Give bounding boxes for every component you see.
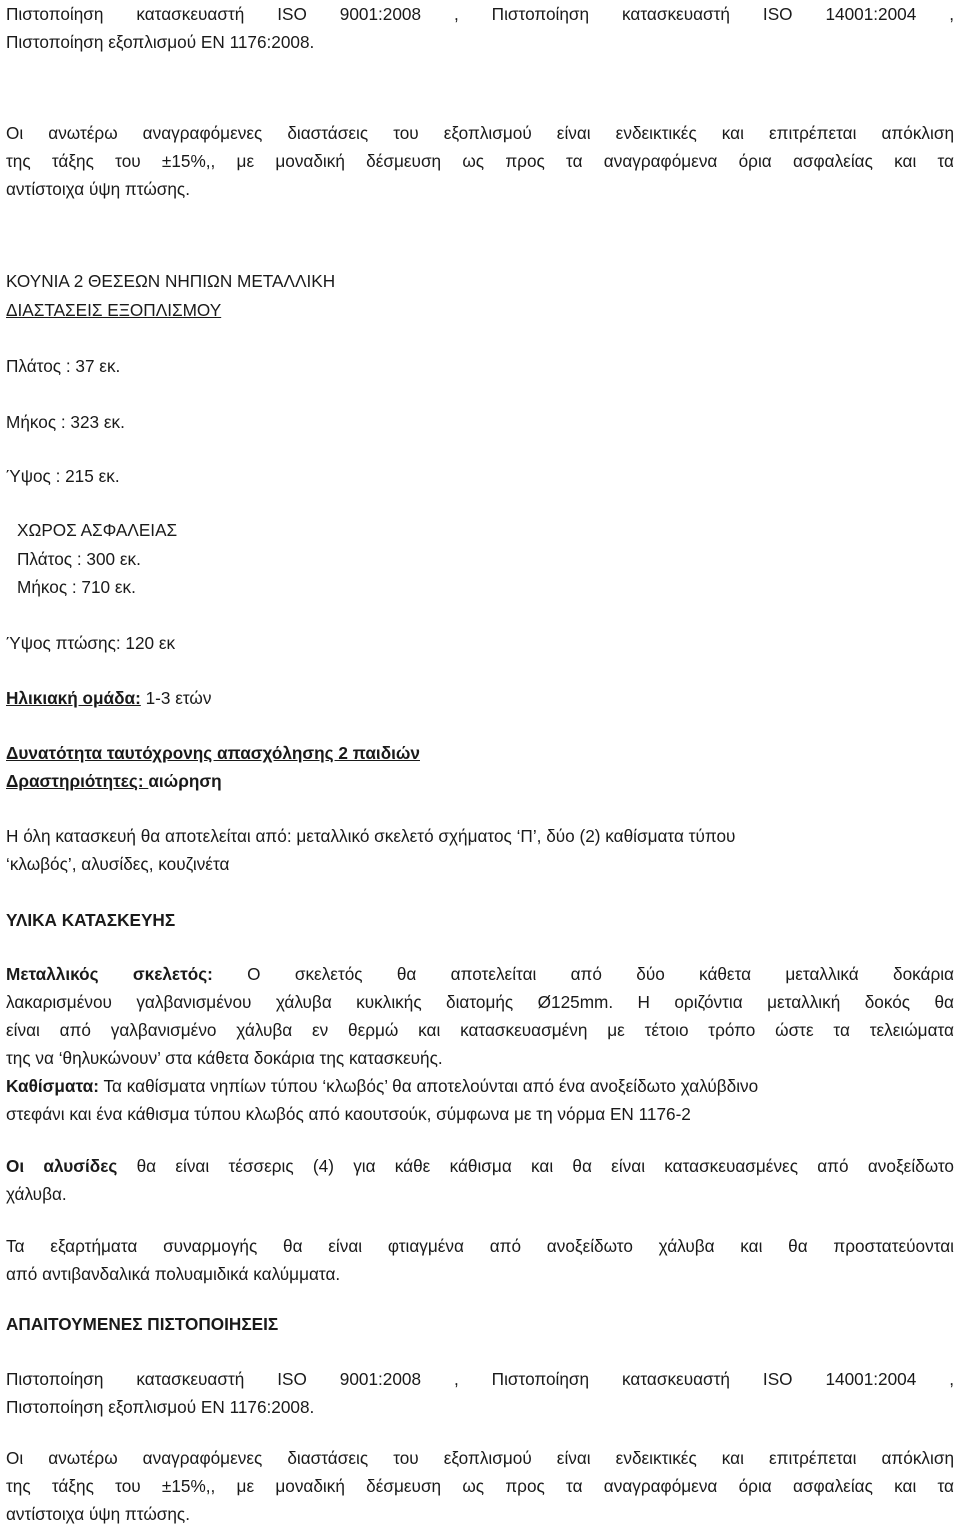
construction-line-2: ‘κλωβός’, αλυσίδες, κουζινέτα	[6, 854, 230, 874]
capacity: Δυνατότητα ταυτόχρονης απασχόλησης 2 παιδιών	[6, 743, 420, 763]
activities	[6, 767, 954, 795]
required-certs-paragraph	[6, 1365, 954, 1421]
fittings-line-1: Τα εξαρτήματα συναρμογής θα είναι φτιαγμένα από ανοξείδωτο χάλυβα και θα προστατεύονται	[6, 1236, 954, 1256]
chains-label: Οι αλυσίδες	[6, 1156, 118, 1176]
safety-heading: ΧΩΡΟΣ ΑΣΦΑΛΕΙΑΣ	[17, 520, 178, 540]
cert-line-1: Πιστοποίηση κατασκευαστή ISO 9001:2008 , Πιστοποίηση κατασκευαστή ISO 14001:2004 ,	[6, 4, 954, 24]
seats-text-1: Τα καθίσματα νηπίων τύπου ‘κλωβός’ θα αποτελούνται από ένα ανοξείδωτο χαλύβδινο	[98, 1076, 759, 1096]
tolerance-line-1: Οι ανωτέρω αναγραφόμενες διαστάσεις του εξοπλισμού είναι ενδεικτικές και επιτρέπεται απόκλιση	[6, 123, 954, 143]
tolerance-paragraph-bottom	[6, 1444, 954, 1528]
tolerance-paragraph-top	[6, 119, 954, 203]
cert-line-2: Πιστοποίηση εξοπλισμού EN 1176:2008.	[6, 32, 315, 52]
seats-line-2: στεφάνι και ένα κάθισμα τύπου κλωβός από καουτσούκ, σύμφωνα με τη νόρμα EN 1176-2	[6, 1104, 691, 1124]
seats-label: Καθίσματα:	[6, 1076, 99, 1096]
product-width: Πλάτος : 37 εκ.	[6, 356, 121, 376]
frame-label: Μεταλλικός σκελετός:	[6, 964, 213, 984]
seats-line-1	[6, 1072, 954, 1100]
required-certs-line-1: Πιστοποίηση κατασκευαστή ISO 9001:2008 , Πιστοποίηση κατασκευαστή ISO 14001:2004 ,	[6, 1369, 954, 1389]
age-group	[6, 684, 954, 712]
tolerance-line-3: αντίστοιχα ύψη πτώσης.	[6, 179, 190, 199]
chains-text-1: θα είναι τέσσερις (4) για κάθε κάθισμα και θα είναι κατασκευασμένες από ανοξείδωτο	[117, 1156, 954, 1176]
fittings-paragraph	[6, 1232, 954, 1288]
frame-paragraph	[6, 960, 954, 1128]
age-group-label: Ηλικιακή ομάδα:	[6, 688, 141, 708]
cert-paragraph-top	[6, 0, 954, 56]
product-title: ΚΟΥΝΙΑ 2 ΘΕΣΕΩΝ ΝΗΠΙΩΝ ΜΕΤΑΛΛΙΚΗ	[6, 271, 336, 291]
tolerance-line-2: της τάξης του ±15%,, με μοναδική δέσμευση ως προς τα αναγραφόμενα όρια ασφαλείας και τα	[6, 151, 954, 171]
safety-width: Πλάτος : 300 εκ.	[17, 549, 141, 569]
dimensions-heading: ΔΙΑΣΤΑΣΕΙΣ ΕΞΟΠΛΙΣΜΟΥ	[6, 300, 222, 320]
activities-value: αιώρηση	[148, 771, 222, 791]
frame-line-3: είναι από γαλβανισμένο χάλυβα εν θερμώ και κατασκευασμένη με τέτοιο τρόπο ώστε τα τελειώματα	[6, 1020, 954, 1040]
product-height: Ύψος : 215 εκ.	[6, 466, 120, 486]
safety-length: Μήκος : 710 εκ.	[17, 577, 136, 597]
frame-line-4: της να ‘θηλυκώνουν’ στα κάθετα δοκάρια της κατασκευής.	[6, 1048, 443, 1068]
age-group-value: 1-3 ετών	[140, 688, 212, 708]
fall-height: Ύψος πτώσης: 120 εκ	[6, 633, 176, 653]
activities-label: Δραστηριότητες:	[6, 771, 149, 791]
frame-line-1	[6, 960, 954, 988]
tolerance-bottom-line-3: αντίστοιχα ύψη πτώσης.	[6, 1504, 190, 1524]
frame-text-1: Ο σκελετός θα αποτελείται από δύο κάθετα μεταλλικά δοκάρια	[212, 964, 954, 984]
product-length: Μήκος : 323 εκ.	[6, 412, 125, 432]
frame-line-2: λακαρισμένου γαλβανισμένου χάλυβα κυκλικής διατομής Ø125mm. Η οριζόντια μεταλλική δοκός θα	[6, 992, 954, 1012]
construction-paragraph	[6, 822, 954, 878]
materials-heading: ΥΛΙΚΑ ΚΑΤΑΣΚΕΥΗΣ	[6, 910, 176, 930]
construction-line-1: Η όλη κατασκευή θα αποτελείται από: μεταλλικό σκελετό σχήματος ‘Π’, δύο (2) καθίσματα τύπου	[6, 826, 736, 846]
chains-paragraph	[6, 1152, 954, 1208]
tolerance-bottom-line-2: της τάξης του ±15%,, με μοναδική δέσμευση ως προς τα αναγραφόμενα όρια ασφαλείας και τα	[6, 1476, 954, 1496]
chains-line-1	[6, 1152, 954, 1180]
chains-line-2: χάλυβα.	[6, 1184, 67, 1204]
tolerance-bottom-line-1: Οι ανωτέρω αναγραφόμενες διαστάσεις του εξοπλισμού είναι ενδεικτικές και επιτρέπεται απόκλιση	[6, 1448, 954, 1468]
required-certs-heading: ΑΠΑΙΤΟΥΜΕΝΕΣ ΠΙΣΤΟΠΟΙΗΣΕΙΣ	[6, 1314, 279, 1334]
required-certs-line-2: Πιστοποίηση εξοπλισμού EN 1176:2008.	[6, 1397, 315, 1417]
fittings-line-2: από αντιβανδαλικά πολυαμιδικά καλύμματα.	[6, 1264, 341, 1284]
